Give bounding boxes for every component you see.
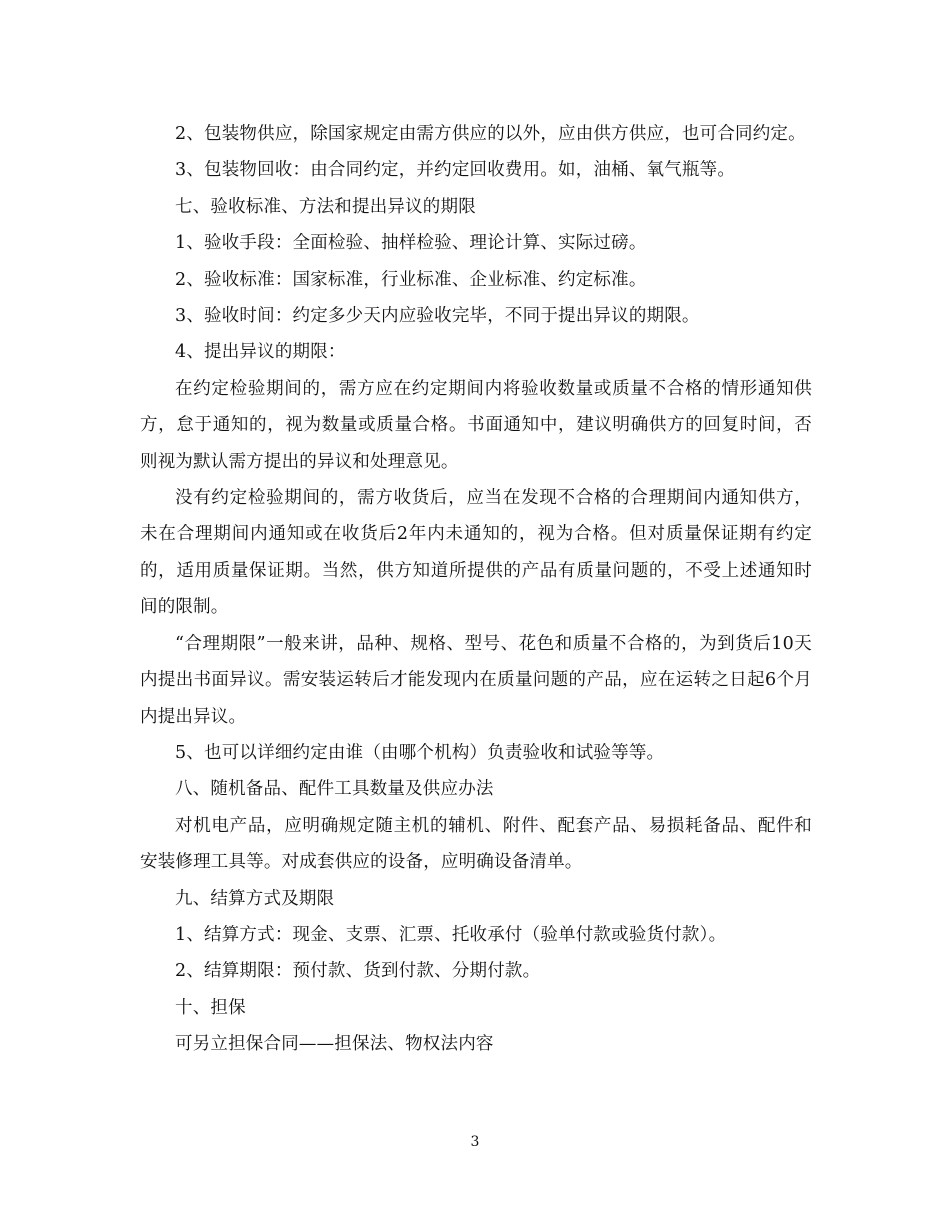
paragraph-detailed-agreement: 5、也可以详细约定由谁（由哪个机构）负责验收和试验等等。 <box>175 742 665 763</box>
section-heading-guarantee: 十、担保 <box>175 997 246 1018</box>
paragraph-agreed-inspection: 在约定检验期间的，需方应在约定期间内将验收数量或质量不合格的情形通知供方，怠于通知的，视为数量或质量合格。书面通知中，建议明确供方的回复时间，否则视为默认需方提出的异议和处理意见。 <box>140 378 812 472</box>
paragraph-settlement-period: 2、结算期限：预付款、货到付款、分期付款。 <box>175 961 541 982</box>
paragraph-spare-parts: 对机电产品，应明确规定随主机的辅机、附件、配套产品、易损耗备品、配件和安装修理工具等。对成套供应的设备，应明确设备清单。 <box>140 815 812 873</box>
paragraph-guarantee: 可另立担保合同——担保法、物权法内容 <box>175 1034 494 1055</box>
paragraph-no-agreed-inspection: 没有约定检验期间的，需方收货后，应当在发现不合格的合理期间内通知供方，未在合理期间内通知或在收货后2年内未通知的，视为合格。但对质量保证期有约定的，适用质量保证期。当然，供方知道所提供的产品有质量问题的，不受上述通知时间的限制。 <box>140 488 812 618</box>
page-number: 3 <box>470 1134 480 1150</box>
document-body <box>140 116 812 1063</box>
section-heading-settlement: 九、结算方式及期限 <box>175 888 335 909</box>
paragraph-packaging-recovery: 3、包装物回收：由合同约定，并约定回收费用。如，油桶、氧气瓶等。 <box>175 160 736 181</box>
section-heading-inspection: 七、验收标准、方法和提出异议的期限 <box>175 196 476 217</box>
paragraph-reasonable-period: “合理期限”一般来讲，品种、规格、型号、花色和质量不合格的，为到货后10天内提出书面异议。需安装运转后才能发现内在质量问题的产品，应在运转之日起6个月内提出异议。 <box>140 633 812 727</box>
section-heading-spare-parts: 八、随机备品、配件工具数量及供应办法 <box>175 779 494 800</box>
paragraph-inspection-means: 1、验收手段：全面检验、抽样检验、理论计算、实际过磅。 <box>175 233 647 254</box>
paragraph-packaging-supply: 2、包装物供应，除国家规定由需方供应的以外，应由供方供应，也可合同约定。 <box>175 124 806 144</box>
paragraph-inspection-time: 3、验收时间：约定多少天内应验收完毕，不同于提出异议的期限。 <box>175 306 700 327</box>
paragraph-inspection-standard: 2、验收标准：国家标准，行业标准、企业标准、约定标准。 <box>175 269 647 290</box>
paragraph-settlement-method: 1、结算方式：现金、支票、汇票、托收承付（验单付款或验货付款）。 <box>175 924 727 945</box>
paragraph-objection-period: 4、提出异议的期限： <box>175 342 346 363</box>
